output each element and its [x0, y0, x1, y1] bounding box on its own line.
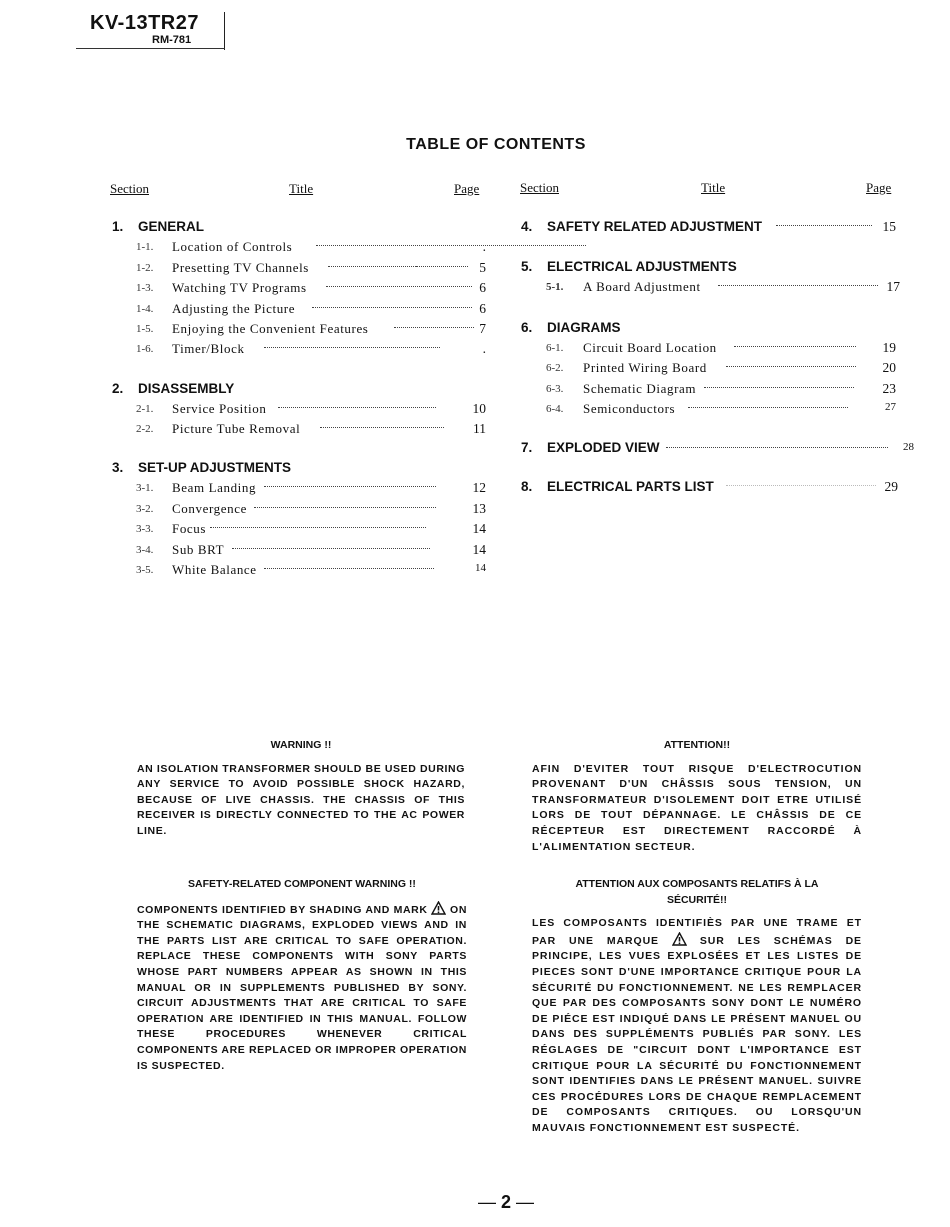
toc-entry: 1-4. Adjusting the Picture 6 — [136, 301, 486, 316]
remote-model: RM-781 — [152, 34, 192, 46]
page-number: — 2 — — [477, 1192, 535, 1212]
toc-entry: 1-1. Location of Controls . — [136, 239, 486, 257]
warning-french — [532, 738, 862, 855]
toc-section: 2. DISASSEMBLY — [112, 381, 235, 396]
toc-entry: 1-5. Enjoying the Convenient Features 7 — [136, 321, 486, 336]
attention-text: AFIN D'EVITER TOUT RISQUE D'ELECTROCUTION PROVENANT D'UN CHÂSSIS SOUS TENSION, UN TRANSFORMATEUR D'ISOLEMENT DOIT ETRE UTILISÉ LORS DE TOUT DÉPANNAGE. LE CHÂSSIS DE CE RÉCEPTEUR EST DIRECTEMENT RACCORDÉ À L'ALIMENTATION SECTEUR. — [532, 762, 862, 853]
warning-triangle-icon — [431, 901, 446, 915]
right-col-title-header: Title — [701, 180, 726, 195]
toc-entry: 3-4. Sub BRT 14 — [136, 542, 486, 557]
safety-text: COMPONENTS IDENTIFIED BY SHADING AND MARK ON THE SCHEMATIC DIAGRAMS, EXPLODED VIEWS AND IN THE PARTS LIST ARE CRITICAL TO SAFE OPERATION. REPLACE THESE COMPONENTS WITH SONY PARTS WHOSE PART NUMBERS APPEAR AS SHOWN IN THIS MANUAL OR IN SUPPLEMENTS PUBLISHED BY SONY. CIRCUIT ADJUSTMENTS THAT ARE CRITICAL TO SAFE OPERATION ARE IDENTIFIED IN THIS MANUAL. FOLLOW THESE PROCEDURES WHENEVER CRITICAL COMPONENTS ARE REPLACED OR IMPROPER OPERATION IS SUSPECTED. — [137, 901, 467, 1075]
header-rule — [76, 48, 225, 49]
toc-entry: 28 — [666, 441, 914, 459]
toc-entry: 3-3. Focus 14 — [136, 521, 486, 536]
toc-entry: 6-1. Circuit Board Location 19 — [546, 340, 896, 355]
toc-entry: 6-3. Schematic Diagram 23 — [546, 381, 896, 396]
toc-section: 7. EXPLODED VIEW — [521, 440, 660, 455]
toc-section: 6. DIAGRAMS — [521, 320, 621, 335]
attention-heading: ATTENTION!! — [663, 739, 731, 751]
toc-entry: 3-5. White Balance 14 — [136, 562, 486, 577]
safety-heading: SAFETY-RELATED COMPONENT WARNING !! — [188, 878, 416, 890]
warning-heading: WARNING !! — [270, 739, 332, 751]
toc-entry: 1-6. Timer/Block . — [136, 341, 486, 356]
toc-section: 4. SAFETY RELATED ADJUSTMENT — [521, 219, 763, 234]
document-header — [78, 12, 225, 50]
warning-text: AN ISOLATION TRANSFORMER SHOULD BE USED DURING ANY SERVICE TO AVOID POSSIBLE SHOCK HAZARD, BECAUSE OF LIVE CHASSIS. THE CHASSIS OF THIS RECEIVER IS DIRECTLY CONNECTED TO THE AC POWER LINE. — [137, 762, 465, 837]
left-col-section-header: Section — [110, 181, 149, 196]
toc-section: 8. ELECTRICAL PARTS LIST — [521, 479, 714, 494]
toc-entry: 2-1. Service Position 10 — [136, 401, 486, 416]
warning-triangle-icon — [672, 932, 687, 946]
right-col-section-header: Section — [520, 180, 559, 195]
toc-section: 1. GENERAL — [112, 219, 205, 234]
toc-entry: 15 — [776, 219, 896, 237]
toc-title: TABLE OF CONTENTS — [406, 136, 586, 153]
left-col-title-header: Title — [289, 181, 314, 196]
toc-section: 3. SET-UP ADJUSTMENTS — [112, 460, 292, 475]
safety-warning-english — [137, 877, 467, 1074]
toc-entry: 29 — [720, 479, 898, 497]
toc-entry: 6-4. Semiconductors 27 — [546, 401, 896, 416]
safety-fr-text: LES COMPOSANTS IDENTIFIÈS PAR UNE TRAME ET PAR UNE MARQUE SUR LES SCHÉMAS DE PRINCIPE, LES VUES EXPLOSÉES ET LES LISTES DE PIECES SONT D'UNE IMPORTANCE CRITIQUE POUR LA SÉCURITÉ DU FONCTIONNEMENT. NE LES REMPLACER QUE PAR DES COMPOSANTS SONY DONT LE NUMÉRO DE PIÉCE EST INDIQUÉ DANS LE PRÉSENT MANUEL OU DANS DES SUPPLÉMENTS PUBLIÉS PAR SONY. LES RÉGLAGES DE "CIRCUIT DONT L'IMPORTANCE EST CRITIQUE POUR LA SÉCURITÉ DU FONCTIONNEMENT SONT IDENTIFIES DANS LE PRÉSENT MANUEL. SUIVRE CES PROCÉDURES LORS DE CHAQUE REMPLACEMENT DE COMPOSANTS CRITIQUES. OU LORSQU'UN MAUVAIS FONCTIONNEMENT EST SUSPECTÉ. — [532, 917, 862, 1134]
toc-entry: 1-3. Watching TV Programs 6 — [136, 280, 486, 295]
toc-entry: 5-1. A Board Adjustment 17 — [546, 279, 900, 294]
toc-entry: 2-2. Picture Tube Removal 11 — [136, 421, 486, 436]
toc-entry: 3-2. Convergence 13 — [136, 501, 486, 516]
left-col-page-header: Page — [454, 181, 480, 196]
warning-english — [137, 738, 465, 840]
safety-warning-french — [532, 877, 862, 1137]
toc-entry: 1-2. Presetting TV Channels 5 — [136, 260, 486, 275]
safety-fr-heading: ATTENTION AUX COMPOSANTS RELATIFS À LA SÉCURITÉ!! — [575, 878, 819, 906]
toc-section: 5. ELECTRICAL ADJUSTMENTS — [521, 259, 737, 274]
toc-entry: 3-1. Beam Landing 12 — [136, 480, 486, 495]
right-col-page-header: Page — [866, 180, 892, 195]
model-number: KV-13TR27 — [90, 12, 199, 34]
toc-entry: 6-2. Printed Wiring Board 20 — [546, 360, 896, 375]
